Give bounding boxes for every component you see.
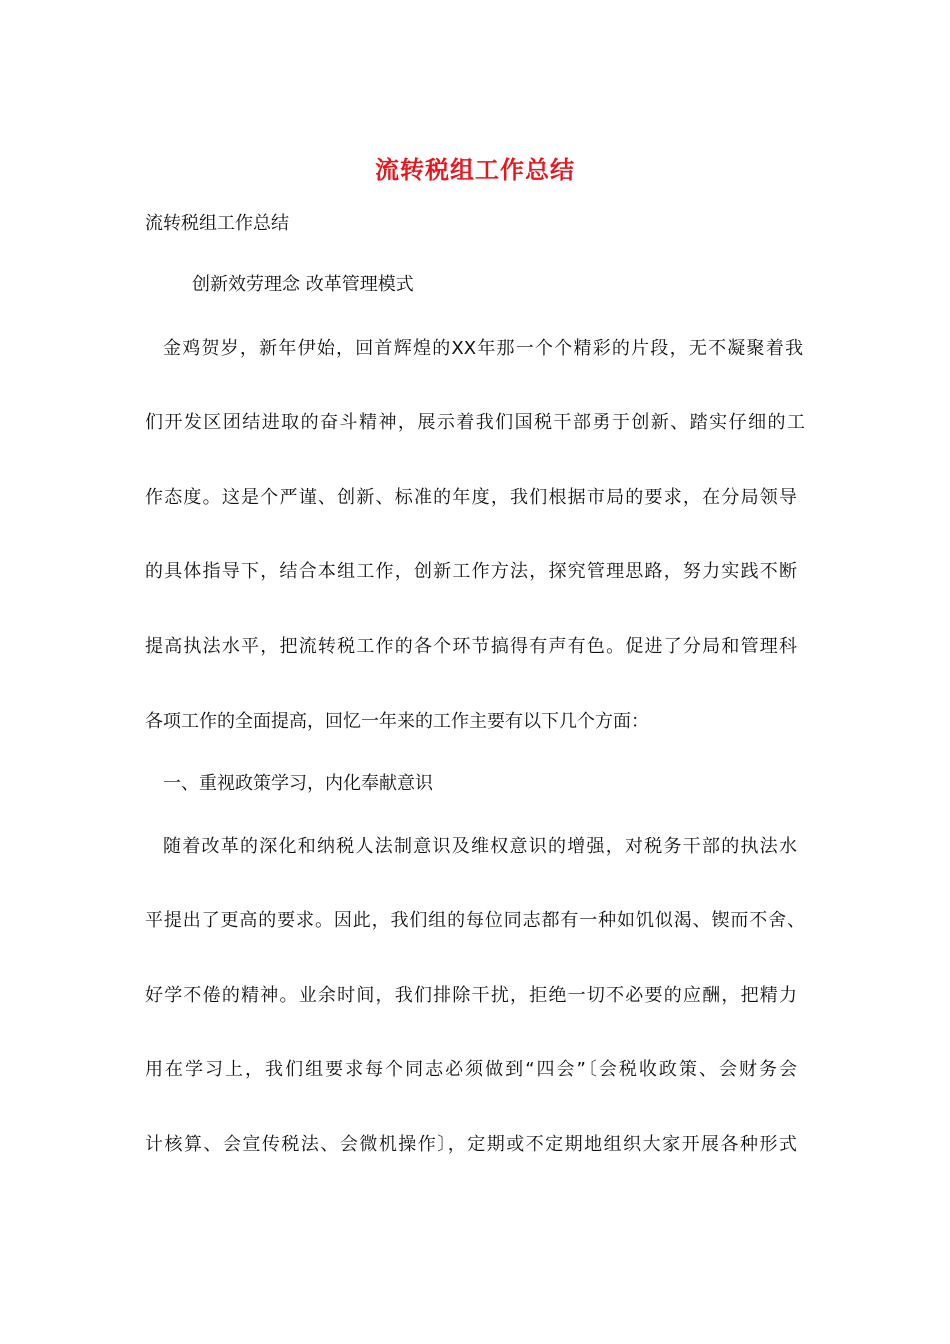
paragraph-line: 提高执法水平，把流转税工作的各个环节搞得有声有色。促进了分局和管理科: [145, 636, 797, 657]
paragraph-line: 用在学习上，我们组要求每个同志必须做到“四会”〔会税收政策、会财务会: [145, 1059, 797, 1080]
document-title: 流转税组工作总结: [375, 155, 575, 184]
paragraph-line: 平提出了更高的要求。因此，我们组的每位同志都有一种如饥似渴、锲而不舍、: [145, 910, 805, 931]
paragraph-line: 金鸡贺岁，新年伊始，回首辉煌的XX年那一个个精彩的片段，无不凝聚着我: [163, 338, 803, 359]
paragraph-line: 随着改革的深化和纳税人法制意识及维权意识的增强，对税务干部的执法水: [163, 836, 797, 857]
paragraph-line: 各项工作的全面提高，回忆一年来的工作主要有以下几个方面：: [145, 711, 649, 732]
paragraph-line: 的具体指导下，结合本组工作，创新工作方法，探究管理思路，努力实践不断: [145, 561, 797, 582]
document-subtitle: 流转税组工作总结: [145, 213, 289, 234]
paragraph-line: 好学不倦的精神。业余时间，我们排除干扰，拒绝一切不必要的应酬，把精力: [145, 985, 797, 1006]
theme-line: 创新效劳理念 改革管理模式: [192, 274, 414, 295]
paragraph-line: 作态度。这是个严谨、创新、标准的年度，我们根据市局的要求，在分局领导: [145, 487, 797, 508]
section-heading: 一、重视政策学习，内化奉献意识: [163, 773, 433, 794]
paragraph-line: 计核算、会宣传税法、会微机操作〕，定期或不定期地组织大家开展各种形式: [145, 1134, 797, 1155]
paragraph-line: 们开发区团结进取的奋斗精神，展示着我们国税干部勇于创新、踏实仔细的工: [145, 412, 805, 433]
